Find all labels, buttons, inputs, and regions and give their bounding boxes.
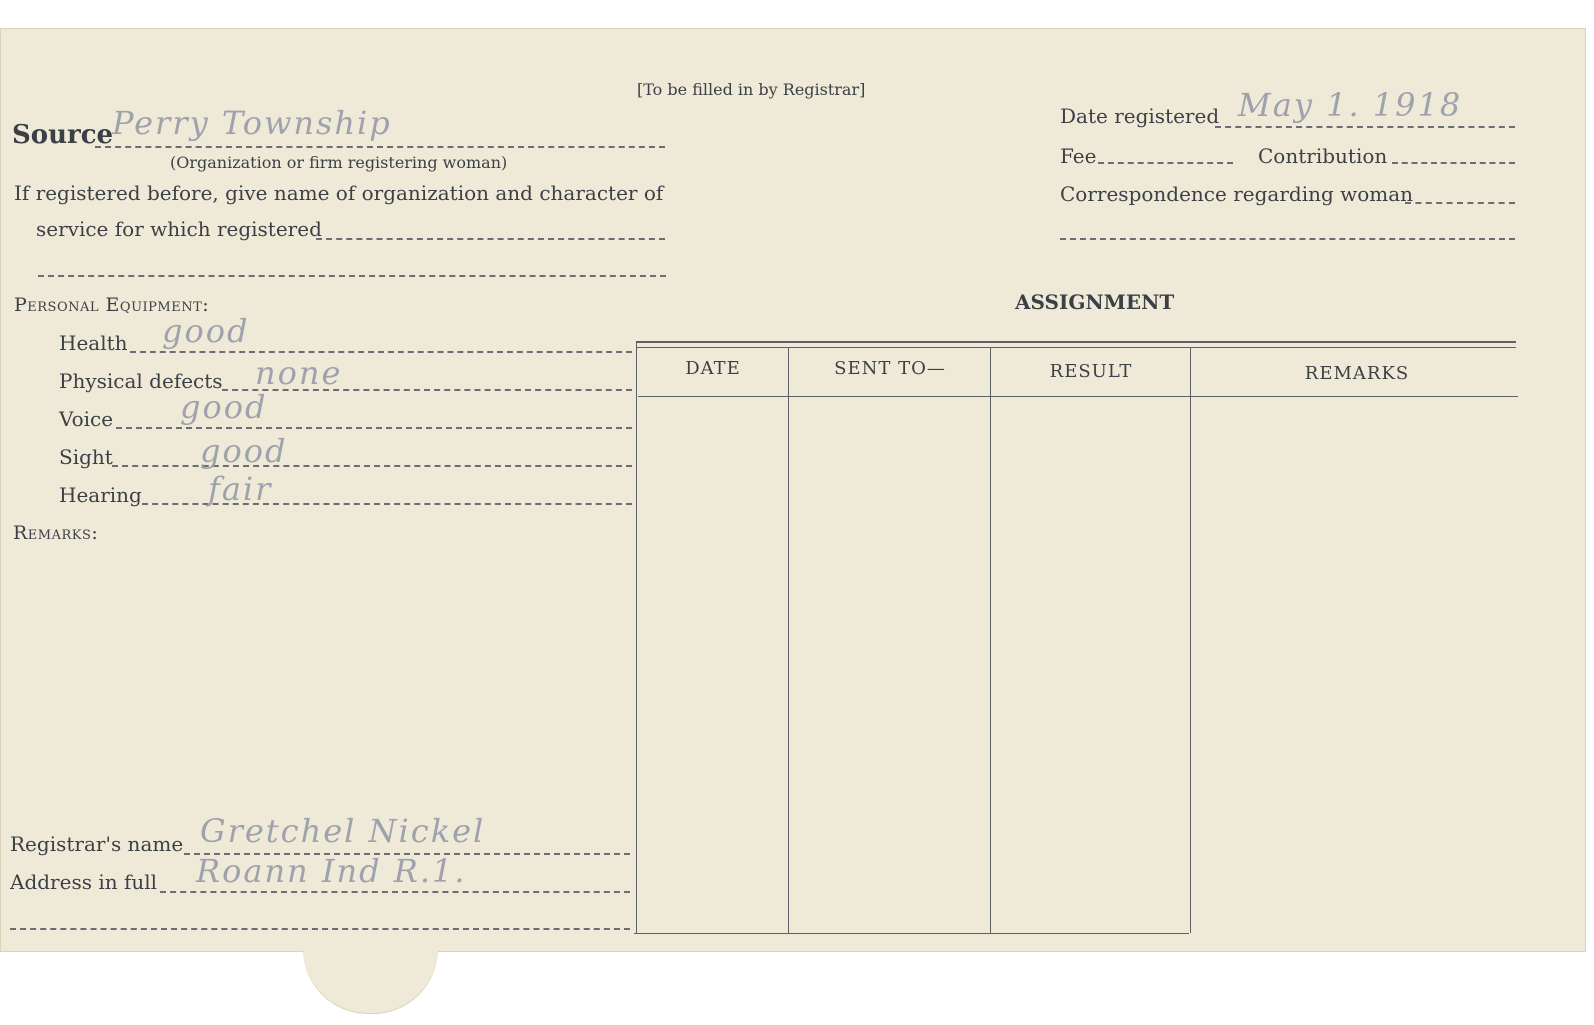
card-tab (303, 948, 438, 1013)
table-top-rule (636, 341, 1516, 343)
correspondence-line-2 (1060, 238, 1515, 240)
table-left-border (636, 341, 637, 934)
registered-before-line (316, 238, 665, 240)
sight-line (112, 465, 632, 467)
registered-before-line-2 (38, 275, 666, 277)
voice-label: Voice (59, 407, 114, 431)
hearing-value: fair (208, 470, 273, 508)
physical-defects-value: none (255, 354, 343, 392)
contribution-line (1392, 162, 1515, 164)
correspondence-label: Correspondence regarding woman (1060, 182, 1414, 206)
fee-line (1098, 162, 1233, 164)
health-line (130, 351, 632, 353)
table-top-rule-2 (636, 347, 1516, 348)
health-value: good (162, 312, 250, 350)
physical-defects-label: Physical defects (59, 369, 223, 393)
col-divider-result (1190, 347, 1191, 933)
registrar-value: Gretchel Nickel (200, 812, 486, 850)
health-label: Health (59, 331, 128, 355)
col-header-result: RESULT (1049, 361, 1133, 382)
registered-before-text-2: service for which registered (36, 217, 322, 241)
address-line (160, 891, 630, 893)
table-bottom-rule (634, 933, 1189, 934)
personal-equipment-label: Personal Equipment: (14, 294, 210, 316)
voice-line (116, 427, 632, 429)
registrar-label: Registrar's name (10, 832, 184, 856)
fee-label: Fee (1060, 144, 1097, 168)
col-header-date: DATE (685, 358, 741, 379)
date-registered-line (1215, 126, 1515, 128)
col-divider-date (788, 347, 789, 933)
correspondence-line (1405, 202, 1515, 204)
source-line (95, 146, 665, 148)
date-registered-label: Date registered (1060, 104, 1220, 128)
hearing-label: Hearing (59, 483, 142, 507)
table-header-rule (638, 396, 1518, 397)
remarks-label: Remarks: (13, 522, 99, 544)
source-caption: (Organization or firm registering woman) (170, 153, 508, 172)
address-label: Address in full (10, 870, 158, 894)
contribution-label: Contribution (1258, 144, 1388, 168)
col-header-sent-to: SENT TO— (834, 358, 946, 379)
registered-before-text: If registered before, give name of organization and character of (14, 181, 664, 205)
address-value: Roann Ind R.1. (196, 852, 467, 890)
sight-label: Sight (59, 445, 113, 469)
address-line-2 (10, 928, 630, 930)
header-note: [To be filled in by Registrar] (637, 80, 866, 99)
source-label: Source (12, 120, 114, 150)
col-header-remarks: REMARKS (1304, 363, 1410, 384)
col-divider-sent (990, 347, 991, 933)
sight-value: good (200, 432, 288, 470)
source-value: Perry Township (112, 104, 392, 142)
date-registered-value: May 1. 1918 (1238, 86, 1463, 124)
assignment-title: ASSIGNMENT (1015, 290, 1175, 314)
voice-value: good (180, 388, 268, 426)
